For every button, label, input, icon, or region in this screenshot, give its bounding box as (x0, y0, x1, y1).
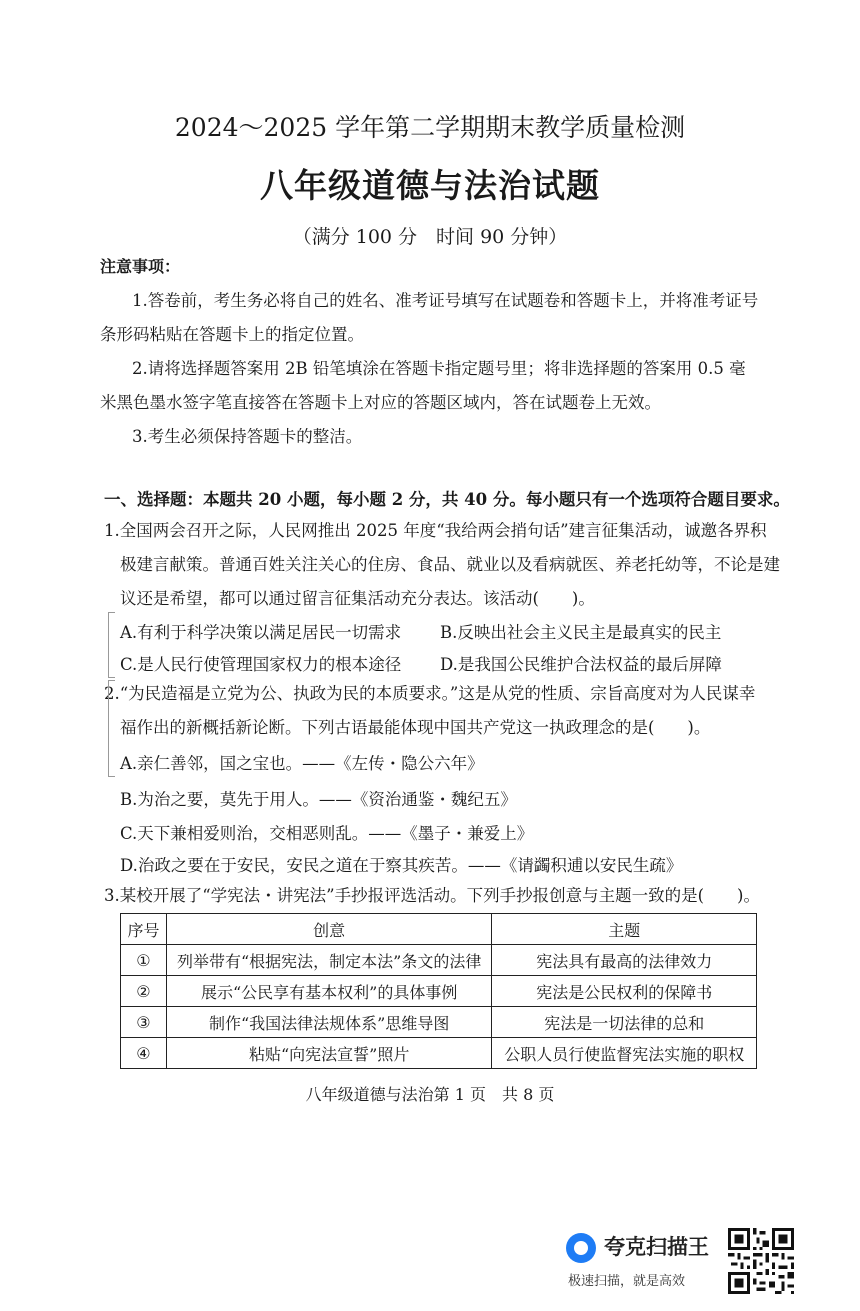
table-row (121, 1007, 757, 1038)
question-2-option-b: B.为治之要，莫先于用人。——《资治通鉴・魏纪五》 (120, 790, 517, 809)
exam-title: 2024～2025 学年第二学期期末教学质量检测 (174, 113, 686, 142)
table-row (121, 1038, 757, 1069)
table-cell-idea: 制作“我国法律法规体系”思维导图 (166, 1007, 491, 1038)
table-cell-theme: 宪法是公民权利的保障书 (492, 976, 757, 1007)
notice-item-2-line-1: 2.请将选择题答案用 2B 铅笔填涂在答题卡指定题号里；将非选择题的答案用 0.5 毫 (132, 359, 746, 378)
question-3-line-1: 3.某校开展了“学宪法・讲宪法”手抄报评选活动。下列手抄报创意与主题一致的是( )。 (104, 886, 760, 905)
table-row (121, 976, 757, 1007)
scanner-tagline: 极速扫描，就是高效 (568, 1274, 686, 1289)
scanner-logo-icon (566, 1233, 596, 1263)
main-title: 八年级道德与法治试题 (260, 166, 600, 205)
question-2-option-c: C.天下兼相爱则治，交相恶则乱。——《墨子・兼爱上》 (120, 824, 534, 843)
table-cell-theme: 宪法是一切法律的总和 (492, 1007, 757, 1038)
notice-item-1-line-2: 条形码粘贴在答题卡上的指定位置。 (100, 325, 364, 344)
table-cell-number: ① (121, 945, 167, 976)
table-header-row (121, 914, 757, 945)
table-header-cell: 主题 (492, 914, 757, 945)
table-cell-number: ④ (121, 1038, 167, 1069)
table-header-cell: 序号 (121, 914, 167, 945)
exam-subtitle: （满分 100 分 时间 90 分钟） (292, 226, 568, 248)
table-cell-number: ② (121, 976, 167, 1007)
scanner-brand-name: 夸克扫描王 (604, 1235, 709, 1259)
question-2-line-2: 福作出的新概括新论断。下列古语最能体现中国共产党这一执政理念的是( )。 (120, 718, 711, 737)
option-bracket-mark (108, 612, 115, 678)
question-2-option-d: D.治政之要在于安民，安民之道在于察其疾苦。——《请蠲积逋以安民生疏》 (120, 856, 683, 875)
table-cell-idea: 粘贴“向宪法宣誓”照片 (166, 1038, 491, 1069)
table-cell-idea: 展示“公民享有基本权利”的具体事例 (166, 976, 491, 1007)
table-header-cell: 创意 (166, 914, 491, 945)
notice-item-1-line-1: 1.答卷前，考生务必将自己的姓名、准考证号填写在试题卷和答题卡上，并将准考证号 (132, 291, 759, 310)
table-cell-theme: 公职人员行使监督宪法实施的职权 (492, 1038, 757, 1069)
page-footer: 八年级道德与法治第 1 页 共 8 页 (305, 1085, 555, 1104)
option-bracket-mark-2 (108, 680, 115, 777)
question-2-line-1: 2.“为民造福是立党为公、执政为民的本质要求。”这是从党的性质、宗旨高度对为人民谋幸 (104, 684, 756, 703)
notice-item-2-line-2: 米黑色墨水签字笔直接答在答题卡上对应的答题区域内，答在试题卷上无效。 (100, 393, 661, 412)
question-1-line-1: 1.全国两会召开之际，人民网推出 2025 年度“我给两会捎句话”建言征集活动，诚邀各界积 (104, 521, 767, 540)
question-3-table (120, 913, 757, 1069)
notice-heading: 注意事项： (100, 257, 181, 276)
question-1-line-2: 极建言献策。普通百姓关注关心的住房、食品、就业以及看病就医、养老托幼等，不论是建 (120, 555, 780, 574)
table-cell-theme: 宪法具有最高的法律效力 (492, 945, 757, 976)
section-1-heading: 一、选择题：本题共 20 小题，每小题 2 分，共 40 分。每小题只有一个选项符合题目要求。 (104, 490, 790, 509)
question-1-option-a: A.有利于科学决策以满足居民一切需求 (120, 623, 402, 642)
table-cell-idea: 列举带有“根据宪法，制定本法”条文的法律 (166, 945, 491, 976)
table-cell-number: ③ (121, 1007, 167, 1038)
qr-code-icon (728, 1228, 794, 1294)
question-1-line-3: 议还是希望，都可以通过留言征集活动充分表达。该活动( )。 (120, 589, 595, 608)
question-1-option-b: B.反映出社会主义民主是最真实的民主 (440, 623, 722, 642)
question-1-option-d: D.是我国公民维护合法权益的最后屏障 (440, 655, 722, 674)
question-2-option-a: A.亲仁善邻，国之宝也。——《左传・隐公六年》 (120, 754, 484, 773)
notice-item-3: 3.考生必须保持答题卡的整洁。 (132, 427, 363, 446)
scanner-watermark (566, 1228, 726, 1298)
question-1-option-c: C.是人民行使管理国家权力的根本途径 (120, 655, 402, 674)
table-row (121, 945, 757, 976)
